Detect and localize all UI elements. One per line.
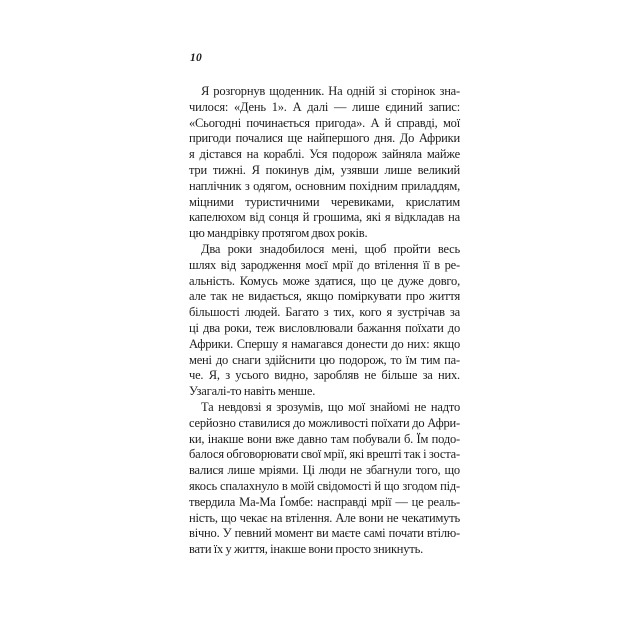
text-line: міцними туристичними черевиками, крислатим [189,194,460,209]
text-line: пригоди почалися ще найпершого дня. До Африки [189,131,460,146]
text-line: Узагалі-то навіть менше. [189,384,316,399]
text-line: наплічник з одягом, основним похідним приладдям, [189,178,460,193]
text-line: три тижні. Я покинув дім, узявши лише великий [189,162,460,177]
text-line: вічно. У певний момент ви маєте самі почати втілю- [189,526,460,541]
text-line: Та невдовзі я зрозумів, що мої знайомі не надто [201,399,460,414]
text-line: чилося: «День 1». А далі — лише єдиний запис: [189,99,460,114]
body-text [189,84,460,558]
text-line: якось спалахнуло в моїй свідомості й що згодом під- [189,478,460,493]
text-line: Два роки знадобилося мені, щоб пройти весь [201,241,460,256]
text-line: ки, інакше вони вже давно там побували б. Їм подо- [189,431,460,446]
text-line: твердила Ма-Ма Ґомбе: насправді мрії — це реаль- [189,494,460,509]
text-line: цю мандрівку протягом двох років. [189,226,368,241]
text-line: мені до снаги здійснити цю подорож, то їм тим па- [189,352,460,367]
text-line: вати їх у життя, інакше вони просто зникнуть. [189,542,424,557]
paragraph [189,400,460,558]
text-line: балося обговорювати свої мрії, які врешті так і зоста- [189,447,460,462]
text-line: альність. Комусь може здатися, що це дуже довго, [189,273,460,288]
text-line: валися лише мріями. Ці люди не збагнули того, що [189,463,460,478]
text-line: але так не видається, якщо поміркувати про життя [189,289,460,304]
text-line: ці два роки, теж висловлювали бажання поїхати до [189,320,460,335]
text-line: ність, що чекає на втілення. Але вони не чекатимуть [189,510,460,525]
page-number: 10 [190,52,203,64]
text-line: я дістався на кораблі. Уся подорож зайняла майже [189,147,460,162]
paragraph [189,242,460,400]
text-line: Африки. Спершу я намагався донести до них: якщо [189,336,460,351]
text-line: більшості людей. Багато з тих, кого я зустрічав за [189,305,460,320]
text-line: капелюхом від сонця й грошима, які я відкладав на [189,210,460,225]
text-line: шлях від зародження моєї мрії до втілення її в ре- [189,257,460,272]
text-line: че. Я, з усього видно, заробляв не більше за них. [189,368,460,383]
text-line: Я розгорнув щоденник. На одній зі сторінок зна- [201,84,460,98]
text-line: «Сьогодні починається пригода». А й справді, мої [189,115,460,130]
paragraph [189,84,460,242]
text-line: серйозно ставилися до можливості поїхати до Афри- [189,415,460,430]
